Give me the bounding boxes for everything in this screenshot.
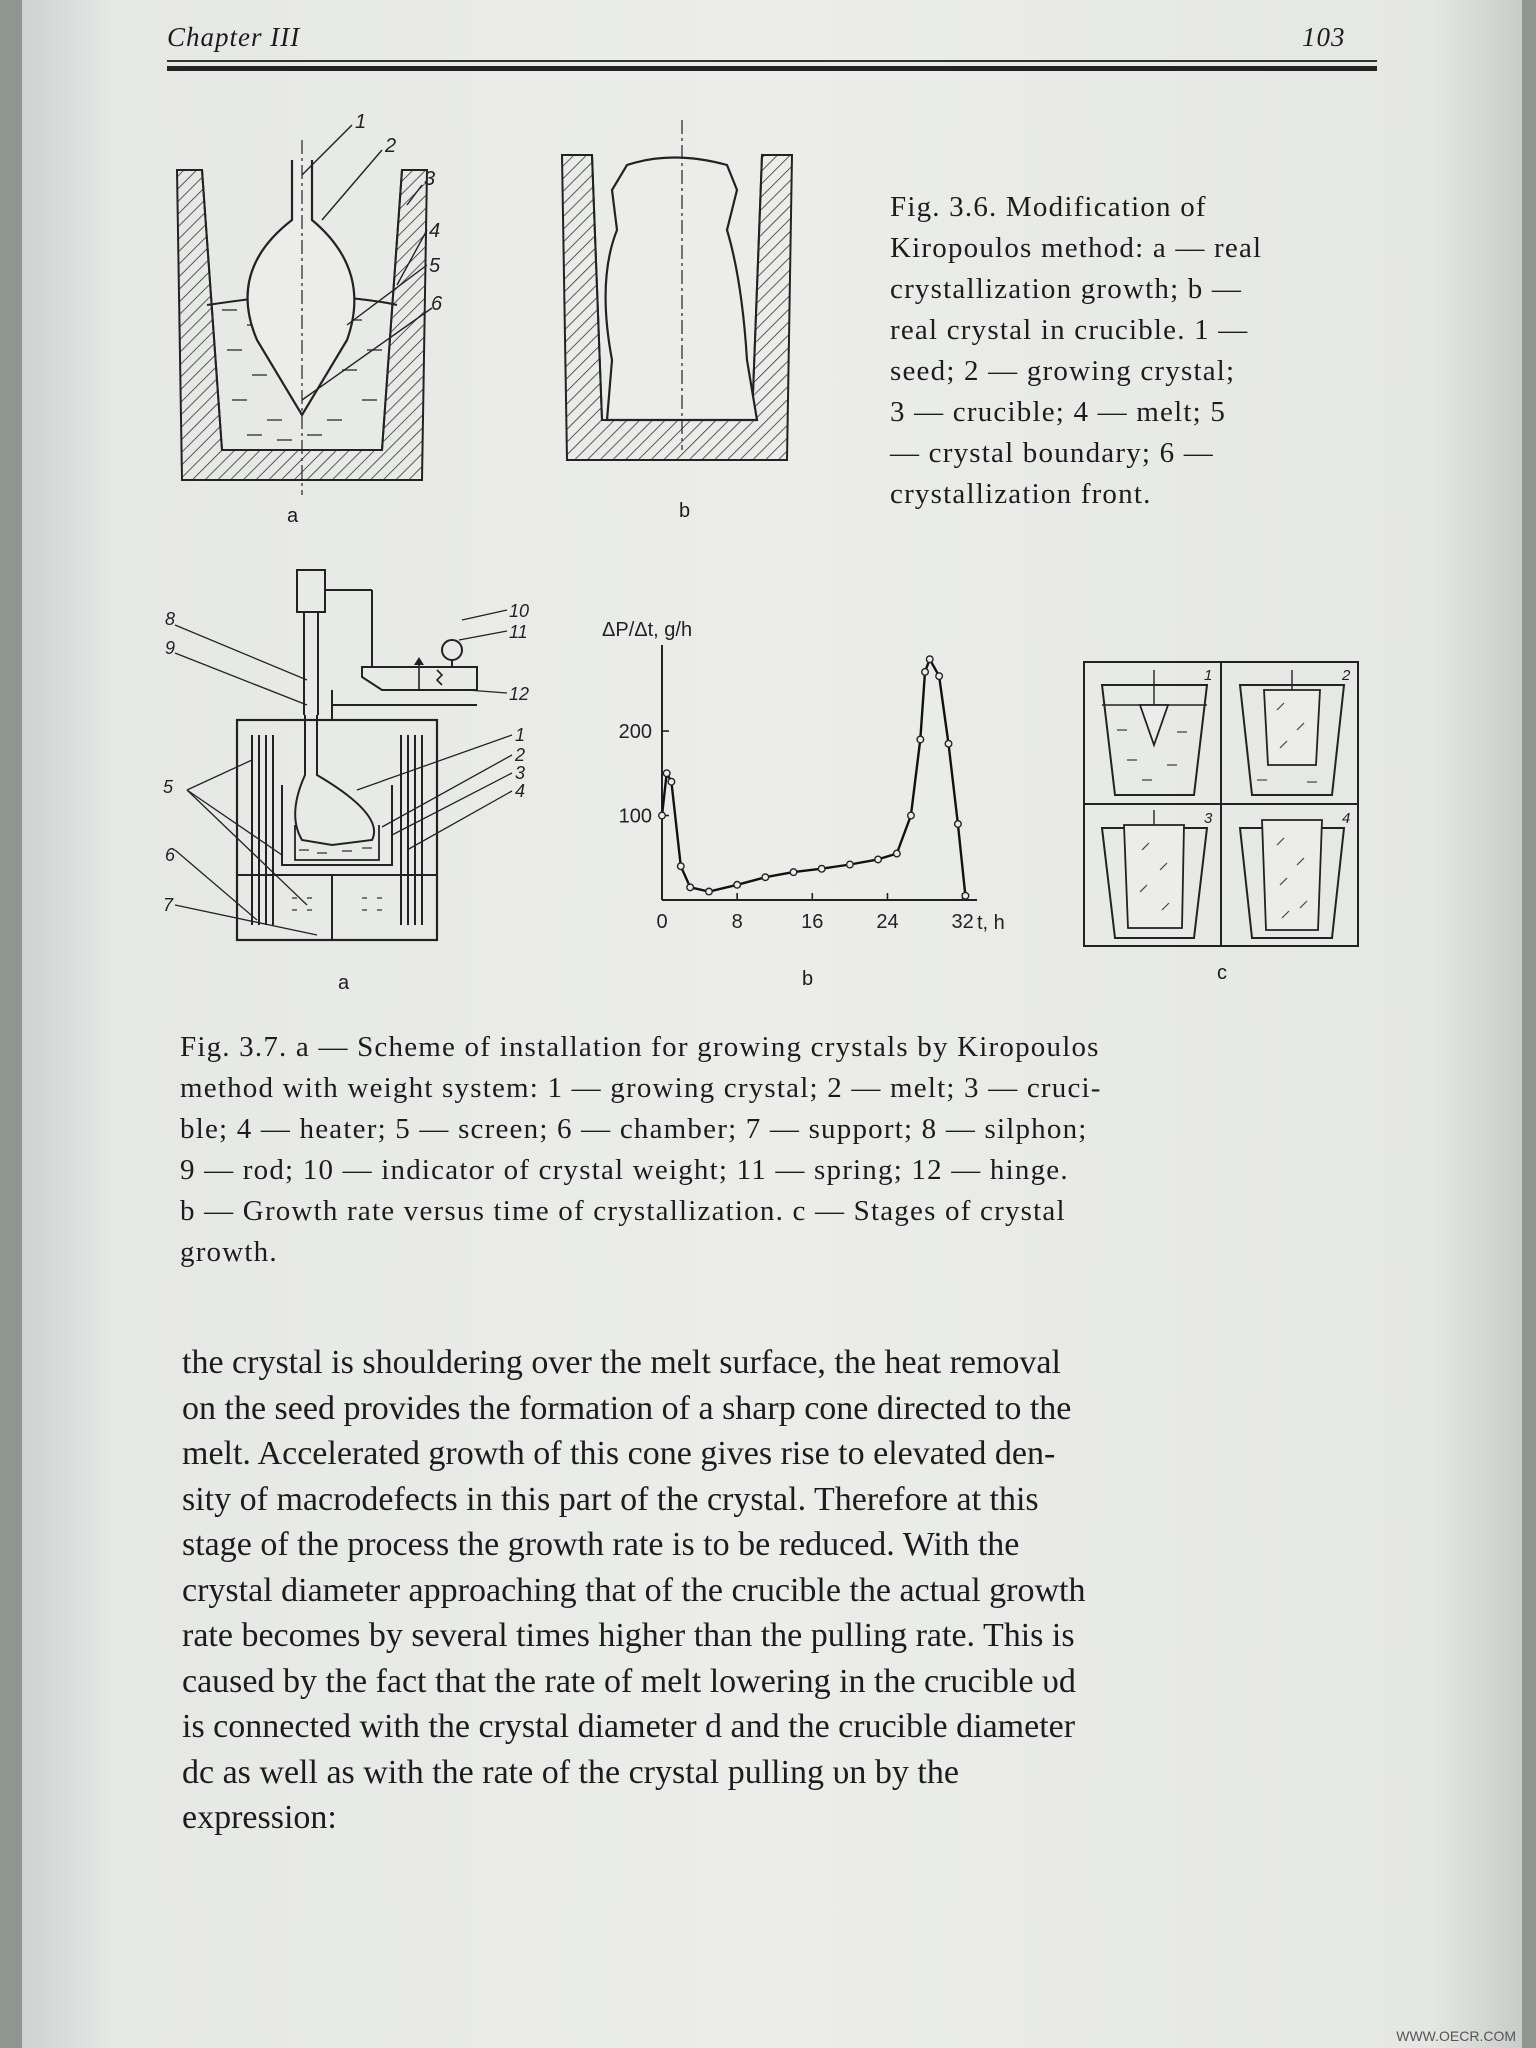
book-page xyxy=(22,0,1522,2048)
caption-line: Fig. 3.6. Modification of xyxy=(890,191,1207,223)
fig37-panel-a-label: a xyxy=(338,972,350,994)
body-line: crystal diameter approaching that of the crucible the actual growth xyxy=(182,1571,1086,1609)
caption-line: crystallization growth; b — xyxy=(890,273,1243,305)
chart-x-tick-label: 32 xyxy=(951,911,974,933)
chart-data-point xyxy=(847,861,854,868)
part-label: 3 xyxy=(515,763,526,783)
chart-x-tick-label: 24 xyxy=(876,911,899,933)
chart-series-line xyxy=(662,659,965,896)
chart-data-point xyxy=(818,865,825,872)
chart-data-point xyxy=(962,892,969,899)
header-rule-thin xyxy=(167,60,1377,62)
part-label: 1 xyxy=(355,111,367,133)
body-paragraph xyxy=(182,1340,1382,1841)
chart-data-point xyxy=(955,821,962,828)
caption-line: — crystal boundary; 6 — xyxy=(890,437,1214,469)
part-label: 1 xyxy=(515,725,526,745)
part-label: 11 xyxy=(509,622,528,642)
chart-y-tick-label: 100 xyxy=(618,805,652,828)
chart-x-tick-label: 8 xyxy=(731,911,743,933)
caption-line: growth. xyxy=(180,1236,278,1268)
body-line: caused by the fact that the rate of melt lowering in the crucible υd xyxy=(182,1662,1076,1700)
part-label: 3 xyxy=(424,168,436,190)
part-label: 5 xyxy=(163,777,174,797)
chart-data-point xyxy=(677,863,684,870)
chart-y-axis-label: ΔP/Δt, g/h xyxy=(602,619,693,641)
part-label: 4 xyxy=(429,220,441,242)
fig37a-installation-scheme xyxy=(163,565,567,945)
caption-line: method with weight system: 1 — growing crystal; 2 — melt; 3 — cruci- xyxy=(180,1072,1102,1104)
chapter-heading: Chapter III xyxy=(167,22,301,52)
chart-data-point xyxy=(762,874,769,881)
caption-line: crystallization front. xyxy=(890,478,1152,510)
watermark: WWW.OECR.COM xyxy=(1396,2028,1516,2044)
fig37-caption xyxy=(180,1027,1380,1273)
fig36-caption xyxy=(890,187,1380,515)
part-label: 6 xyxy=(165,845,176,865)
body-line: rate becomes by several times higher than the pulling rate. This is xyxy=(182,1617,1075,1654)
stage-1-panel xyxy=(1102,670,1207,795)
chart-data-point xyxy=(790,869,797,876)
part-label: 4 xyxy=(515,781,526,801)
caption-line: ble; 4 — heater; 5 — screen; 6 — chamber; 7 — support; 8 — silphon; xyxy=(180,1113,1088,1145)
fig37b-growth-rate-chart xyxy=(592,615,1032,945)
body-line: the crystal is shouldering over the melt surface, the heat removal xyxy=(182,1344,1061,1381)
body-line: sity of macrodefects in this part of the crystal. Therefore at this xyxy=(182,1480,1039,1518)
body-line: on the seed provides the formation of a sharp cone directed to the xyxy=(182,1389,1072,1427)
chart-data-point xyxy=(668,778,675,785)
chart-data-point xyxy=(659,812,666,819)
part-label: 10 xyxy=(509,601,530,621)
part-label: 12 xyxy=(509,684,530,704)
fig36a-crucible-diagram xyxy=(167,110,443,500)
chart-data-point xyxy=(734,881,741,888)
body-line: dc as well as with the rate of the crystal pulling υn by the xyxy=(182,1753,959,1791)
chart-data-point xyxy=(894,850,901,857)
body-line: is connected with the crystal diameter d and the crucible diameter xyxy=(182,1708,1076,1745)
chart-data-point xyxy=(926,656,933,663)
chart-data-point xyxy=(945,740,952,747)
fig37-panel-b-label: b xyxy=(802,968,814,990)
header-rule-thick xyxy=(167,66,1377,71)
part-label: 6 xyxy=(431,293,443,315)
chart-data-point xyxy=(908,812,915,819)
stage-3-panel xyxy=(1102,810,1207,938)
chart-data-point xyxy=(663,770,670,777)
part-label: 8 xyxy=(165,609,176,629)
page-number: 103 xyxy=(1302,22,1346,52)
chart-data-point xyxy=(706,888,713,895)
part-label: 9 xyxy=(165,638,176,658)
chart-data-point xyxy=(687,884,694,891)
fig36-panel-a-label: a xyxy=(287,505,299,527)
caption-line: seed; 2 — growing crystal; xyxy=(890,355,1236,387)
caption-line: 9 — rod; 10 — indicator of crystal weight; 11 — spring; 12 — hinge. xyxy=(180,1154,1069,1186)
stage-2-panel xyxy=(1240,670,1344,795)
stage-4-panel xyxy=(1240,820,1344,938)
caption-line: real crystal in crucible. 1 — xyxy=(890,314,1249,346)
chart-x-tick-label: 0 xyxy=(656,911,668,933)
body-line: melt. Accelerated growth of this cone gives rise to elevated den- xyxy=(182,1435,1056,1472)
chart-data-point xyxy=(922,669,929,676)
part-label: 2 xyxy=(515,745,526,765)
chart-x-axis-label: t, h xyxy=(977,912,1005,934)
fig37-panel-c-label: c xyxy=(1217,962,1227,984)
stage-number: 3 xyxy=(1204,810,1213,827)
part-label: 2 xyxy=(385,135,397,157)
body-line: stage of the process the growth rate is to be reduced. With the xyxy=(182,1526,1020,1563)
caption-line: Kiropoulos method: a — real xyxy=(890,232,1263,264)
fig37c-growth-stages xyxy=(1082,660,1362,950)
chart-data-point xyxy=(917,736,924,743)
body-line: expression: xyxy=(182,1799,337,1836)
stage-number: 2 xyxy=(1342,667,1351,684)
chart-data-point xyxy=(875,856,882,863)
chart-y-tick-label: 200 xyxy=(618,721,652,744)
fig36-panel-b-label: b xyxy=(679,500,691,522)
stage-number: 1 xyxy=(1204,667,1213,684)
stage-number: 4 xyxy=(1342,810,1351,827)
part-label: 5 xyxy=(429,255,441,277)
chart-x-tick-label: 16 xyxy=(801,911,824,933)
part-label: 7 xyxy=(163,895,174,915)
caption-line: 3 — crucible; 4 — melt; 5 xyxy=(890,396,1227,428)
caption-line: Fig. 3.7. a — Scheme of installation for growing crystals by Kiropoulos xyxy=(180,1031,1100,1063)
chart-data-point xyxy=(936,673,943,680)
fig36b-real-crystal-diagram xyxy=(542,110,812,470)
caption-line: b — Growth rate versus time of crystallization. c — Stages of crystal xyxy=(180,1195,1066,1227)
